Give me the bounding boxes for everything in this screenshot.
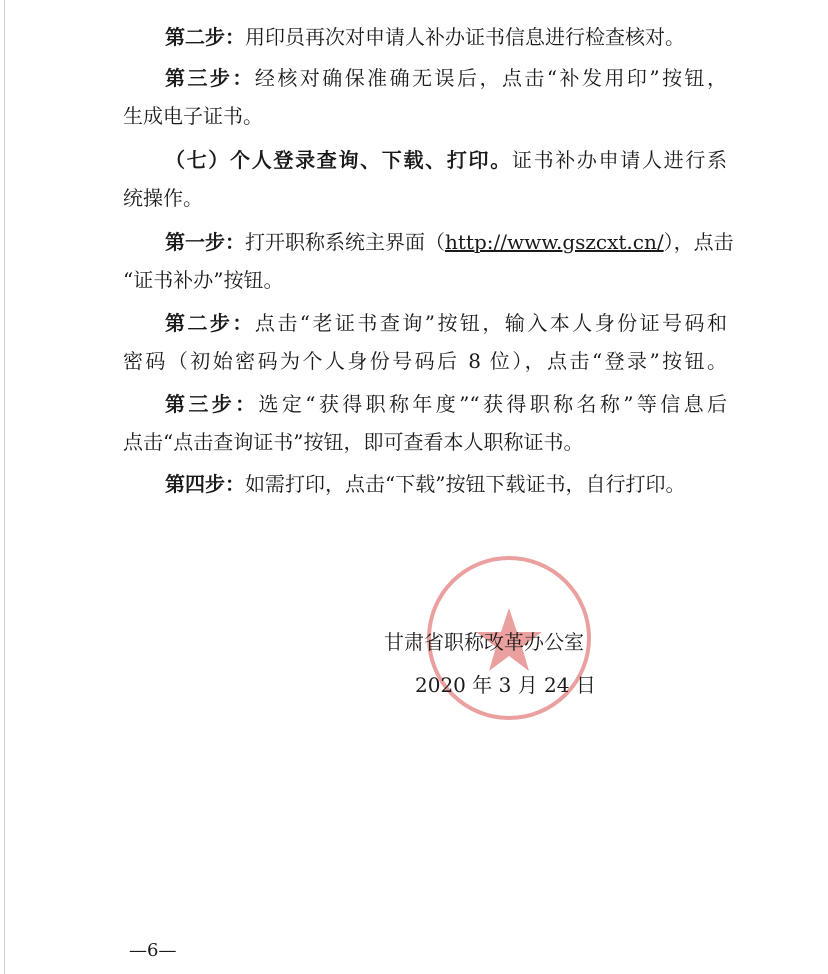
step-1-line-2: “证书补办”按钮。 — [123, 268, 284, 292]
section-7-line-1: （七）个人登录查询、下载、打印。证书补办申请人进行系 — [165, 148, 728, 172]
issue-date: 2020 年 3 月 24 日 — [415, 673, 596, 697]
step-2-line-1: 第二步：点击“老证书查询”按钮，输入本人身份证号码和 — [165, 311, 728, 335]
step-3b-line-1: 第三步：选定“获得职称年度”“获得职称名称”等信息后 — [165, 392, 727, 416]
step-3b-line-2: 点击“点击查询证书”按钮，即可查看本人职称证书。 — [123, 430, 584, 454]
document-page — [4, 0, 827, 974]
step-3-line-2: 生成电子证书。 — [123, 104, 263, 128]
system-url-link[interactable]: http://www.gszcxt.cn/ — [445, 230, 664, 254]
step-4: 第四步：如需打印，点击“下载”按钮下载证书，自行打印。 — [165, 472, 686, 496]
step-1-line-1: 第一步：打开职称系统主界面（http://www.gszcxt.cn/），点击 — [165, 230, 734, 254]
step-2-line-2: 密码（初始密码为个人身份号码后 8 位），点击“登录”按钮。 — [123, 349, 727, 373]
issuing-organization: 甘肃省职称改革办公室 — [384, 630, 584, 654]
section-7-line-2: 统操作。 — [123, 186, 203, 210]
step-2-review: 第二步：用印员再次对申请人补办证书信息进行检查核对。 — [165, 25, 685, 49]
step-3-line-1: 第三步：经核对确保准确无误后，点击“补发用印”按钮， — [165, 66, 728, 90]
page-number: —6— — [129, 940, 177, 961]
